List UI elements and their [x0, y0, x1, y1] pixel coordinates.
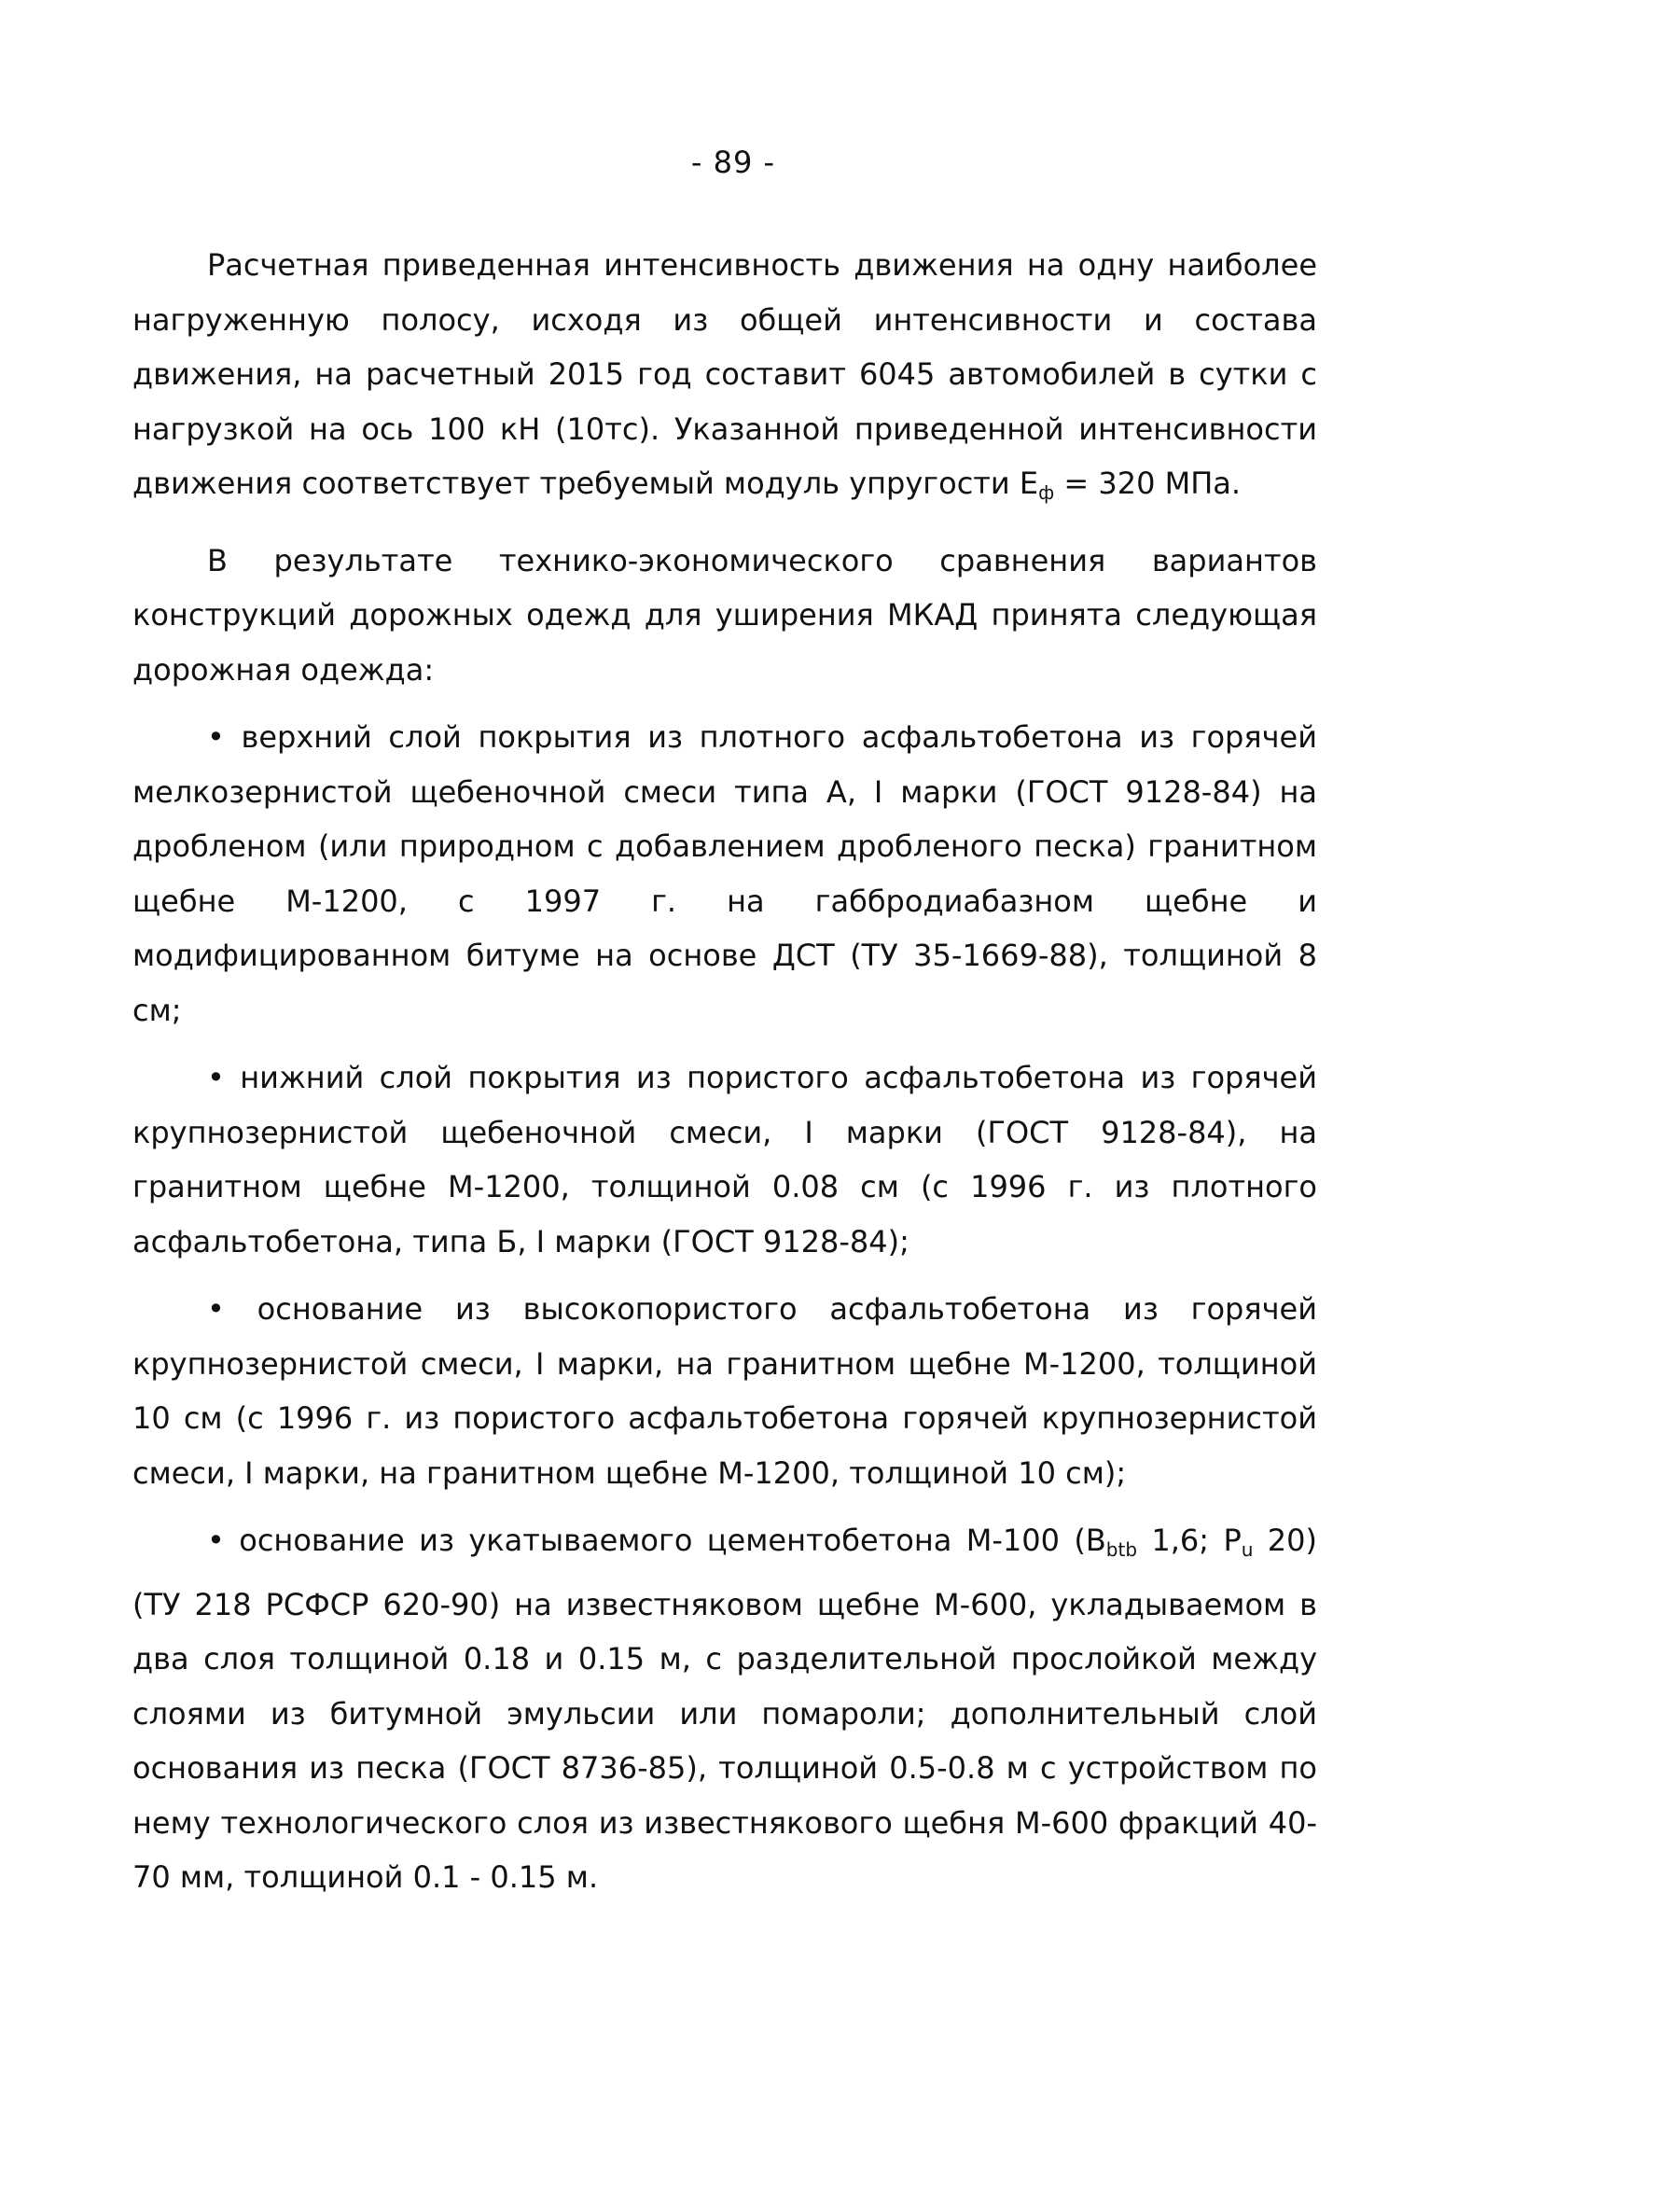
paragraph-text: 20) (ТУ 218 РСФСР 620-90) на известняковом щебне М-600, укладываемом в два слоя толщиной 0.18 и 0.15 м, с разделительной прослойкой между слоями из битумной эмульсии или помароли; дополнительный слой основания из песка (ГОСТ 8736-85), толщиной 0.5-0.8 м с устройством по нему технологического слоя из известнякового щебня М-600 фракций 40-70 мм, толщиной 0.1 - 0.15 м.: [132, 1523, 1318, 1895]
list-item-lower-layer: • нижний слой покрытия из пористого асфальтобетона из горячей крупнозернистой щебеночной смеси, I марки (ГОСТ 9128-84), на гранитном щебне М-1200, толщиной 0.08 см (с 1996 г. из плотного асфальтобетона, типа Б, I марки (ГОСТ 9128-84);: [132, 1060, 1317, 1259]
paragraph-text: = 320 МПа.: [1054, 466, 1242, 501]
paragraph-traffic-intensity: [132, 238, 1317, 521]
list-item-base-asphalt: • основание из высокопористого асфальтобетона из горячей крупнозернистой смеси, I марки, на гранитном щебне М-1200, толщиной 10 см (с 1996 г. из пористого асфальтобетона горячей крупнозернистой смеси, I марки, на гранитном щебне М-1200, толщиной 10 см);: [132, 1291, 1317, 1491]
modulus-subscript: ф: [1038, 481, 1055, 504]
list-item-top-layer: • верхний слой покрытия из плотного асфальтобетона из горячей мелкозернистой щебеночной смеси типа А, I марки (ГОСТ 9128-84) на дробленом (или природном с добавлением дробленого песка) гранитном щебне М-1200, с 1997 г. на габбродиабазном щебне и модифицированном битуме на основе ДСТ (ТУ 35-1669-88), толщиной 8 см;: [132, 719, 1317, 1028]
strength-class-subscript: btb: [1105, 1538, 1138, 1561]
page-number: - 89 -: [690, 145, 776, 180]
text-body: [132, 238, 1317, 1918]
paragraph-comparison-result: В результате технико-экономического сравнения вариантов конструкций дорожных одежд для уширения МКАД принята следующая дорожная одежда:: [132, 542, 1317, 688]
paragraph-text: • основание из укатываемого цементобетона М-100 (В: [207, 1523, 1106, 1558]
paragraph-text: Расчетная приведенная интенсивность движения на одну наиболее нагруженную полосу, исходя из общей интенсивности и состава движения, на расчетный 2015 год составит 6045 автомобилей в сутки с нагрузкой на ось 100 кН (10тс). Указанной приведенной интенсивности движения соответствует требуемый модуль упругости E: [132, 247, 1317, 501]
tensile-subscript: u: [1241, 1538, 1254, 1561]
list-item-base-concrete: [132, 1513, 1317, 1905]
paragraph-text: 1,6; P: [1137, 1523, 1242, 1558]
